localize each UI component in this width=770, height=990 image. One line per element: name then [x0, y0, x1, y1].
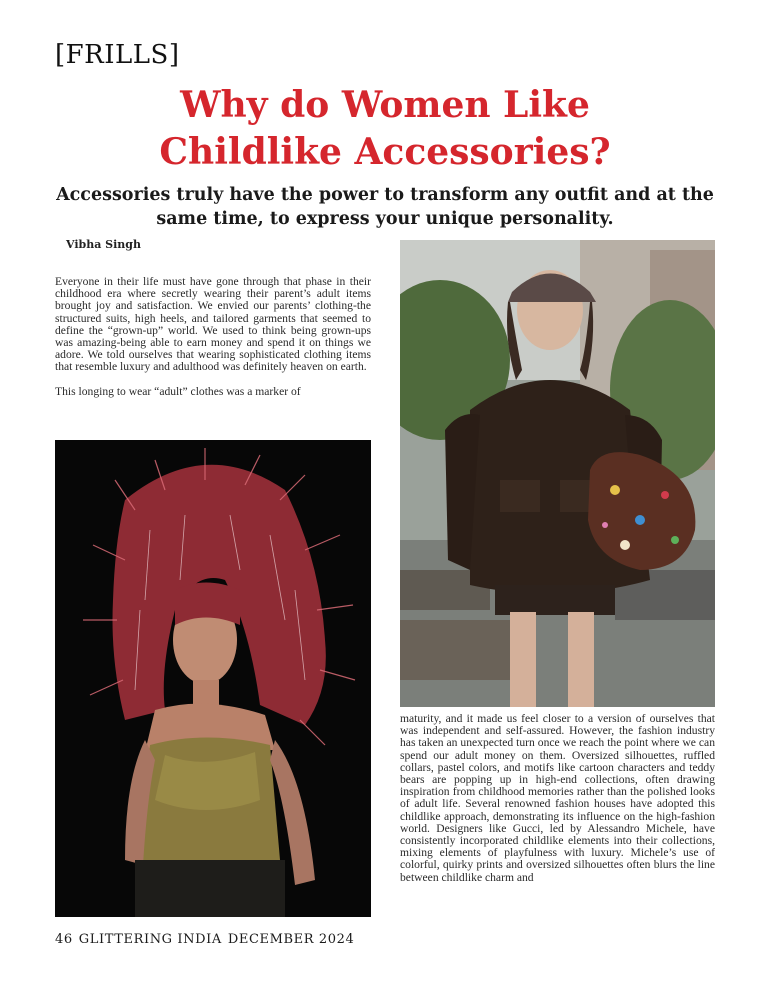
body-paragraph-1: Everyone in their life must have gone through that phase in their childhood era where secretly wearing their parent’s adult items brought joy and satisfaction. We envied our parents’ clothing-the structured suits, high heels, and tailored garments that seemed to define the “grown-up” world. We used to think being grown-ups was amazing-being able to earn money and spend it on things we adore. We told ourselves that wearing sophisticated clothing items that resemble luxury and adulthood was definitely heaven on earth. — [55, 275, 371, 374]
headline-line-2: Childlike Accessories? — [159, 131, 611, 173]
byline: Vibha Singh — [66, 238, 141, 251]
headline — [0, 82, 770, 176]
runway-photo-tinsel-headpiece — [55, 440, 371, 917]
standfirst: Accessories truly have the power to transform any outfit and at the same time, to express your unique personality. — [56, 185, 714, 229]
body-paragraph-2: This longing to wear “adult” clothes was a marker of — [55, 384, 301, 398]
publication-name: GLITTERING INDIA — [78, 932, 222, 947]
runway-photo-brown-jacket — [400, 240, 715, 707]
left-column-text — [55, 276, 371, 398]
photo-illustration-street-model — [400, 240, 715, 707]
page-footer — [55, 932, 354, 947]
section-tag: [FRILLS] — [55, 40, 180, 70]
body-paragraph-3: maturity, and it made us feel closer to a version of ourselves that was independent and self-assured. However, the fashion industry has taken an unexpected turn once we reach the point where we can spend our adult money on them. Oversized silhouettes, ruffled collars, pastel colors, and motifs like cartoon characters and teddy bears are popping up in high-end collections, often drawing inspiration from childhood memories rather than the polished looks of adult life. Several renowned fashion houses have adopted this childlike approach, demonstrating its influence on the high-fashion world. Designers like Gucci, led by Alessandro Michele, have consistently incorporated childlike elements into their collections, mixing elements of playfulness with luxury. Michele’s use of colorful, quirky prints and oversized silhouettes often blurs the line between childlike charm and — [400, 712, 715, 884]
headline-line-1: Why do Women Like — [180, 84, 590, 126]
right-column-text — [400, 713, 715, 884]
page-number: 46 — [55, 932, 73, 947]
issue-date: DECEMBER 2024 — [227, 932, 355, 947]
photo-illustration-runway-model — [55, 440, 371, 917]
